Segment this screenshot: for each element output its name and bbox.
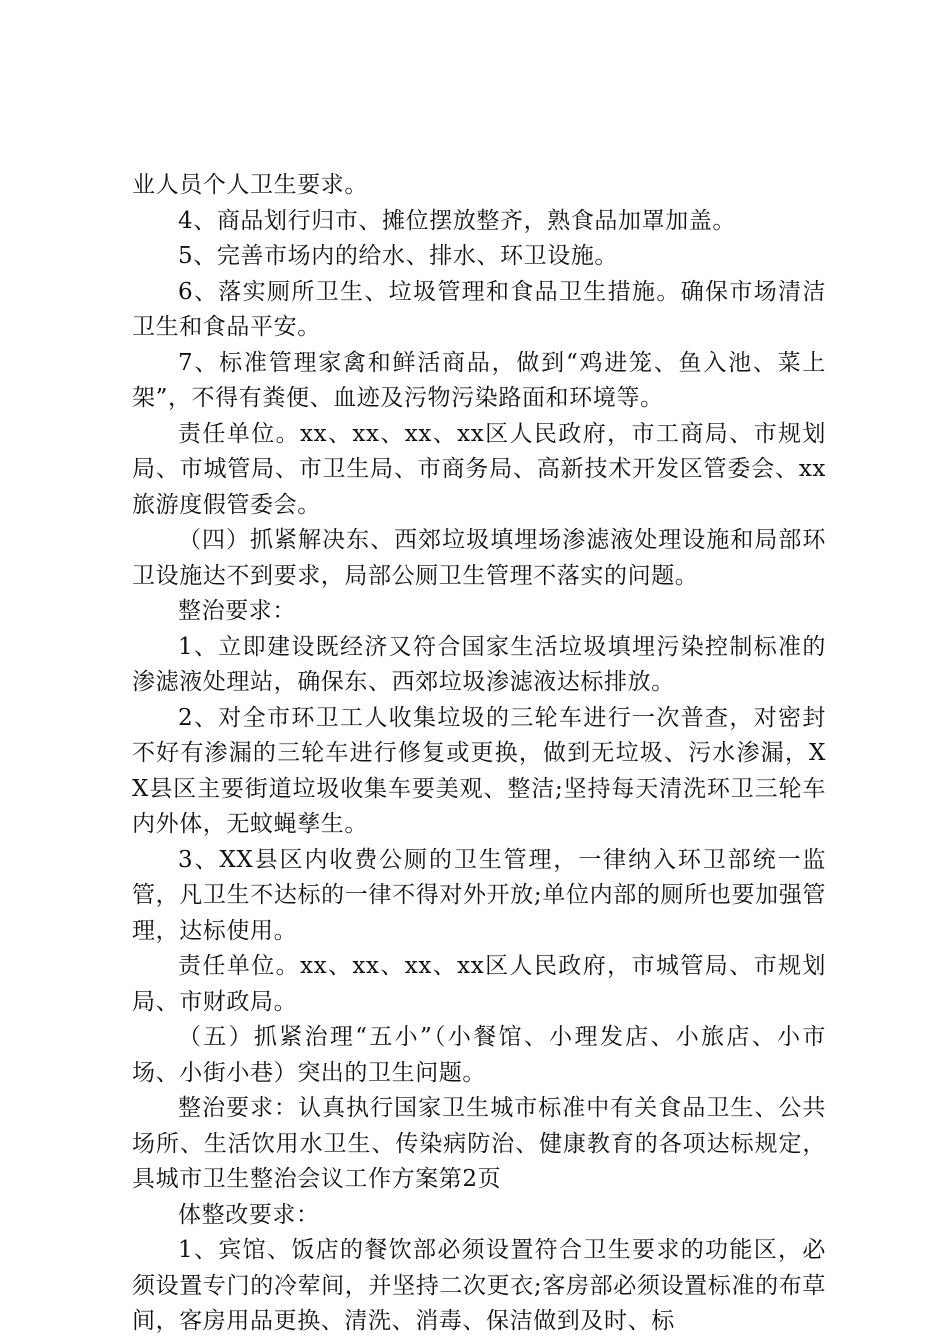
paragraph-11: 3、XX县区内收费公厕的卫生管理，一律纳入环卫部统一监管，凡卫生不达标的一律不得对外开放;单位内部的厕所也要加强管理，达标使用。 [132,846,826,944]
paragraph-13: （五）抓紧治理“五小”（小餐馆、小理发店、小旅店、小市场、小街小巷）突出的卫生问题。 [132,1024,826,1086]
paragraph-2: 4、商品划行归市、摊位摆放整齐，熟食品加罩加盖。 [178,207,737,234]
paragraph-14: 整治要求：认真执行国家卫生城市标准中有关食品卫生、公共场所、生活饮用水卫生、传染病防治、健康教育的各项达标规定，具城市卫生整治会议工作方案第2页 [132,1095,826,1192]
paragraph-6: 责任单位。xx、xx、xx、xx区人民政府，市工商局、市规划局、市城管局、市卫生局、市商务局、高新技术开发区管委会、xx旅游度假管委会。 [132,420,826,518]
paragraph-1: 业人员个人卫生要求。 [132,172,368,198]
paragraph-3: 5、完善市场内的给水、排水、环卫设施。 [178,243,619,269]
paragraph-7: （四）抓紧解决东、西郊垃圾填埋场渗滤液处理设施和局部环卫设施达不到要求，局部公厕卫生管理不落实的问题。 [132,527,826,589]
paragraph-8: 整治要求： [178,598,296,624]
paragraph-15: 体整改要求： [178,1201,320,1228]
paragraph-5: 7、标准管理家禽和鲜活商品，做到“鸡进笼、鱼入池、菜上架”，不得有粪便、血迹及污物污染路面和环境等。 [132,349,826,411]
paragraph-4: 6、落实厕所卫生、垃圾管理和食品卫生措施。确保市场清洁卫生和食品平安。 [132,278,826,340]
document-body [132,168,826,1340]
paragraph-16: 1、宾馆、饭店的餐饮部必须设置符合卫生要求的功能区，必须设置专门的冷荤间，并坚持二次更衣;客房部必须设置标准的布草间，客房用品更换、清洗、消毒、保洁做到及时、标 [132,1237,826,1334]
paragraph-9: 1、立即建设既经济又符合国家生活垃圾填埋污染控制标准的渗滤液处理站，确保东、西郊垃圾渗滤液达标排放。 [132,633,826,695]
paragraph-12: 责任单位。xx、xx、xx、xx区人民政府，市城管局、市规划局、市财政局。 [132,953,826,1015]
paragraph-10: 2、对全市环卫工人收集垃圾的三轮车进行一次普查，对密封不好有渗漏的三轮车进行修复或更换，做到无垃圾、污水渗漏，XX县区主要街道垃圾收集车要美观、整洁;坚持每天清洗环卫三轮车内外体，无蚊蝇孳生。 [132,704,826,837]
